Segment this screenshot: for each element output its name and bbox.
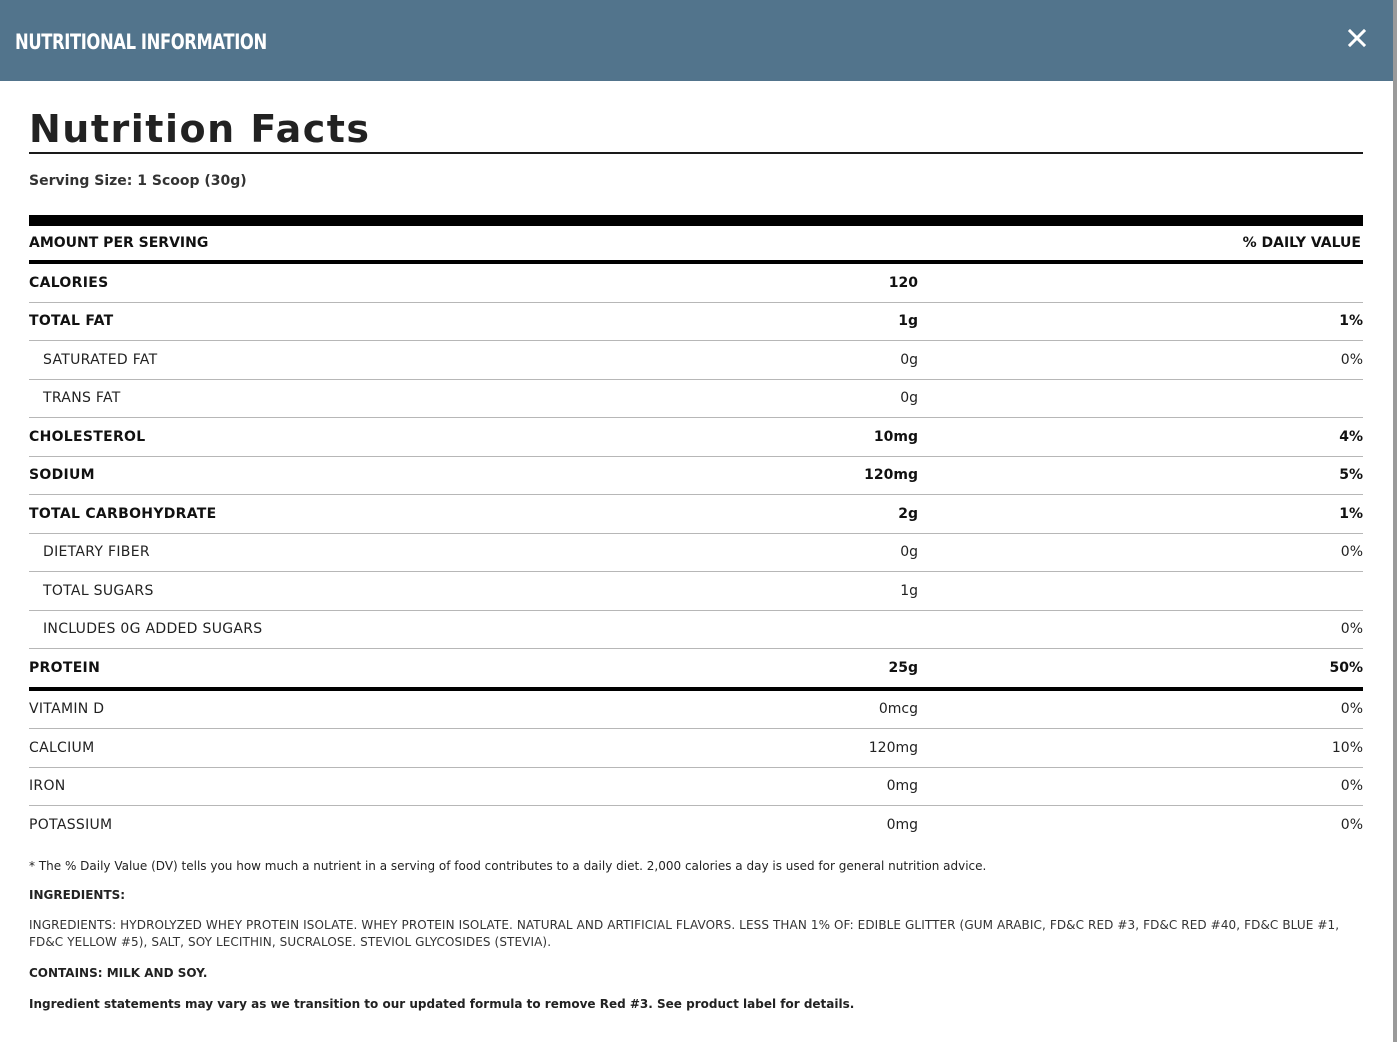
nutrient-table [29, 264, 1363, 844]
nutrient-name: IRON [29, 778, 66, 795]
nutrient-name: CHOLESTEROL [29, 428, 146, 445]
nutrient-amount: 0g [900, 351, 918, 368]
table-row [29, 418, 1363, 457]
nutrient-name: PROTEIN [29, 659, 101, 676]
nutrient-amount: 0g [900, 544, 918, 561]
table-row [29, 768, 1363, 807]
nutrient-amount: 1g [898, 313, 918, 330]
nutrient-dv: 1% [1339, 505, 1363, 522]
nutrient-dv: 5% [1339, 467, 1363, 484]
table-row [29, 534, 1363, 573]
modal-header [0, 0, 1393, 81]
daily-value-header: % DAILY VALUE [1242, 235, 1361, 251]
nutrient-amount: 0g [900, 390, 918, 407]
nutrient-amount: 0mg [886, 778, 918, 795]
nutrition-facts-title: Nutrition Facts [29, 107, 371, 151]
nutrient-name: INCLUDES 0G ADDED SUGARS [43, 621, 263, 638]
nutrient-amount: 120 [888, 274, 918, 291]
modal-content [0, 81, 1393, 1012]
nutrient-name: SATURATED FAT [43, 351, 158, 368]
nutrient-name: TRANS FAT [43, 390, 121, 407]
nutrient-name: TOTAL FAT [29, 313, 114, 330]
daily-value-footnote: * The % Daily Value (DV) tells you how much a nutrient in a serving of food contributes to a daily diet. 2,000 calories a day is used for general nutrition advice. [29, 858, 987, 873]
nutrient-dv: 0% [1340, 544, 1363, 561]
nutrient-amount: 0mcg [878, 701, 918, 718]
formula-statement: Ingredient statements may vary as we transition to our updated formula to remove Red #3. See product label for details. [29, 996, 855, 1011]
nutrient-name: POTASSIUM [29, 816, 113, 833]
close-button[interactable] [1345, 26, 1369, 50]
modal-title: NUTRITIONAL INFORMATION [15, 29, 267, 54]
nutrient-dv: 1% [1339, 313, 1363, 330]
nutrient-name: TOTAL SUGARS [43, 582, 154, 599]
ingredients-text: INGREDIENTS: HYDROLYZED WHEY PROTEIN ISOLATE. WHEY PROTEIN ISOLATE. NATURAL AND ARTIFICIAL FLAVORS. LESS THAN 1% OF: EDIBLE GLITTER (GUM ARABIC, FD&C RED #3, FD&C RED #40, FD&C BLUE #1, FD&C YELLOW #5), SALT, SOY LECITHIN, SUCRALOSE. STEVIOL GLYCOSIDES (STEVIA). [29, 917, 1340, 949]
nutrient-dv: 10% [1331, 739, 1363, 756]
table-row [29, 380, 1363, 419]
close-icon [1345, 26, 1369, 50]
thick-divider [29, 215, 1363, 226]
nutrient-amount: 120mg [868, 739, 918, 756]
table-row [29, 649, 1363, 691]
table-row [29, 495, 1363, 534]
nutrient-name: DIETARY FIBER [43, 544, 150, 561]
nutrient-amount: 120mg [864, 467, 918, 484]
nutrient-dv: 50% [1329, 659, 1363, 676]
nutrient-dv: 0% [1340, 816, 1363, 833]
table-row [29, 341, 1363, 380]
nutrient-amount: 0mg [886, 816, 918, 833]
title-divider [29, 152, 1363, 154]
serving-size: Serving Size: 1 Scoop (30g) [29, 173, 247, 189]
nutrient-dv: 0% [1340, 351, 1363, 368]
nutrient-dv: 0% [1340, 778, 1363, 795]
ingredients-heading: INGREDIENTS: [29, 887, 126, 902]
nutrient-name: CALORIES [29, 274, 109, 291]
nutrient-name: VITAMIN D [29, 701, 105, 718]
nutrient-name: SODIUM [29, 467, 95, 484]
nutrient-name: TOTAL CARBOHYDRATE [29, 505, 217, 522]
table-row [29, 572, 1363, 611]
allergen-statement: CONTAINS: MILK AND SOY. [29, 965, 208, 980]
table-row [29, 691, 1363, 730]
nutrient-amount: 2g [898, 505, 918, 522]
table-row [29, 611, 1363, 650]
nutrient-dv: 0% [1340, 621, 1363, 638]
nutrient-amount: 1g [900, 582, 918, 599]
table-header [29, 226, 1363, 264]
table-row [29, 303, 1363, 342]
table-row [29, 457, 1363, 496]
nutrient-amount: 10mg [873, 428, 918, 445]
nutrient-dv: 4% [1339, 428, 1363, 445]
nutrient-amount: 25g [888, 659, 918, 676]
amount-per-serving-header: AMOUNT PER SERVING [29, 235, 209, 251]
nutrient-name: CALCIUM [29, 739, 95, 756]
table-row [29, 729, 1363, 768]
table-row [29, 806, 1363, 844]
table-row [29, 264, 1363, 303]
nutrient-dv: 0% [1340, 701, 1363, 718]
